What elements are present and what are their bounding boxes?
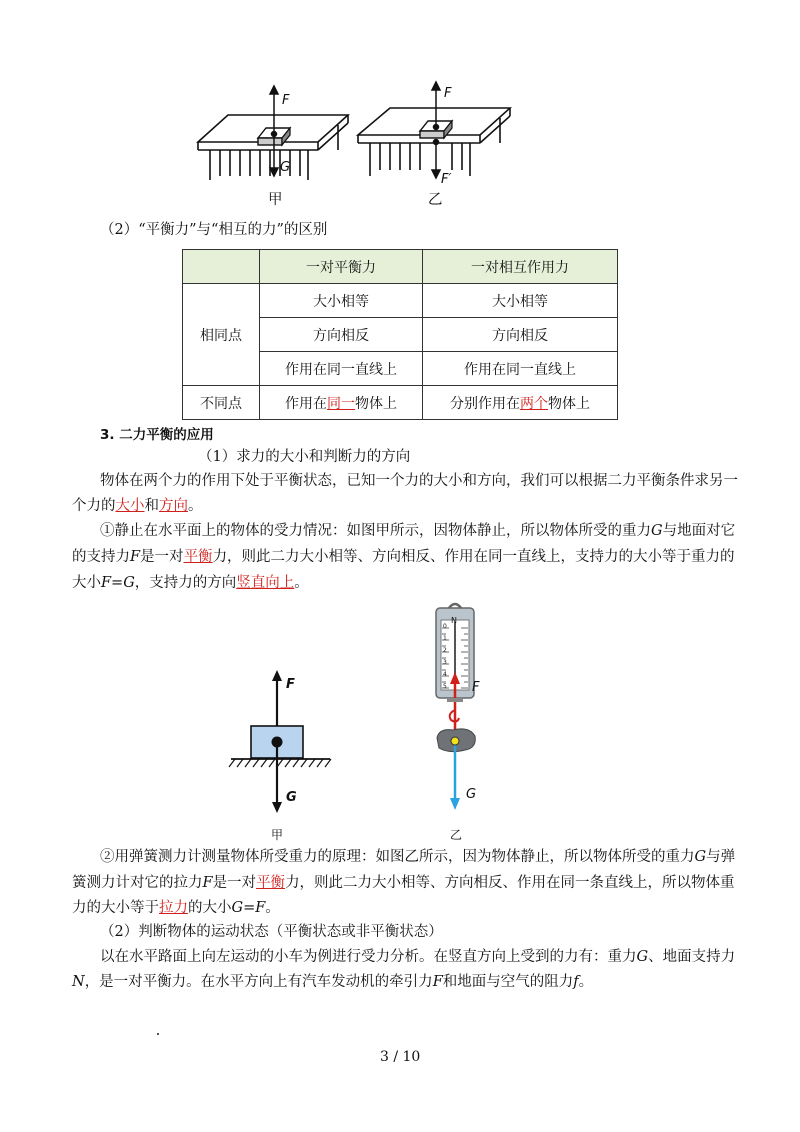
mid-label-G: G [286, 790, 297, 805]
top-label-G-jia: G [280, 160, 291, 175]
answer-highlight: 大小 [115, 498, 145, 514]
table-header-interaction: 一对相互作用力 [423, 250, 618, 284]
top-label-F-yi: F [444, 86, 452, 101]
section3-sub1: （1）求力的大小和判断力的方向 [198, 449, 411, 465]
p1-line2: 个力的大小和方向。 [72, 498, 203, 514]
p3-line2: 簧测力计对它的拉力F是一对平衡力，则此二力大小相等、方向相反、作用在同一条直线上，所以物体重 [72, 875, 735, 891]
mid-caption-yi: 乙 [450, 828, 463, 842]
table-diff-balanced: 作用在同一物体上 [260, 386, 423, 420]
table-cell: 大小相等 [423, 284, 618, 318]
table-cell: 大小相等 [260, 284, 423, 318]
ground-hatching [229, 759, 331, 767]
force-G-arrowhead-blue [450, 798, 460, 810]
table-row [183, 284, 618, 318]
p2-line3: 大小F=G，支持力的方向竖直向上。 [72, 575, 309, 591]
table-header-empty [183, 250, 260, 284]
scale-tick-4: 4 [443, 671, 447, 678]
table-cell: 作用在同一直线上 [423, 352, 618, 386]
table-header-balanced: 一对平衡力 [260, 250, 423, 284]
section2-heading: （2）“平衡力”与“相互的力”的区别 [100, 222, 328, 238]
force-F-arrowhead [272, 670, 282, 681]
motion-heading: （2）判断物体的运动状态（平衡状态或非平衡状态） [100, 924, 443, 940]
rock-center [451, 737, 459, 745]
scale-tick-5: 5 [443, 683, 447, 690]
p3-line3: 力的大小等于拉力的大小G=F。 [72, 900, 280, 916]
scale-tick-0: 0 [443, 623, 447, 630]
center-of-mass [272, 737, 283, 748]
p3-line1: ②用弹簧测力计测量物体所受重力的原理：如图乙所示，因为物体静止，所以物体所受的重力G与弹 [100, 849, 736, 865]
p2-line1: ①静止在水平面上的物体的受力情况：如图甲所示，因物体静止，所以物体所受的重力G与地面对它 [100, 523, 736, 539]
p2-line2: 的支持力F是一对平衡力，则此二力大小相等、方向相反、作用在同一直线上，支持力的大小等于重力的 [72, 549, 735, 565]
motion-line1: 以在水平路面上向左运动的小车为例进行受力分析。在竖直方向上受到的力有：重力G、地面支持力 [100, 949, 736, 965]
answer-highlight: 拉力 [159, 900, 188, 916]
section3-heading: 3. 二力平衡的应用 [100, 427, 214, 443]
scale-bottom-cap [447, 698, 463, 702]
block-figure [225, 668, 340, 818]
table-diff-label: 不同点 [183, 386, 260, 420]
top-figure [190, 80, 520, 210]
scale-tick-3: 3 [443, 659, 447, 666]
top-caption-jia: 甲 [268, 192, 283, 208]
answer-highlight: 同一 [327, 395, 355, 412]
answer-highlight: 平衡 [183, 549, 213, 565]
page-number: 3 / 10 [380, 1049, 421, 1065]
mid-caption-jia: 甲 [271, 828, 284, 842]
table-same-label: 相同点 [183, 284, 260, 386]
answer-highlight: 竖直向上 [236, 575, 295, 591]
table-cell: 方向相反 [260, 318, 423, 352]
mid-label-F: F [286, 677, 295, 692]
table-diff-interaction: 分别作用在两个物体上 [423, 386, 618, 420]
spring-scale-figure [425, 600, 495, 815]
top-label-Fprime-yi: F′ [441, 172, 452, 187]
table-cell: 方向相反 [423, 318, 618, 352]
scale-tick-2: 2 [443, 647, 447, 654]
motion-line2: N，是一对平衡力。在水平方向上有汽车发动机的牵引力F和地面与空气的阻力f。 [72, 974, 594, 990]
scale-tick-1: 1 [443, 635, 447, 642]
comparison-table [182, 249, 618, 420]
footer-dot [157, 1033, 159, 1035]
table-row [183, 386, 618, 420]
table-cell: 作用在同一直线上 [260, 352, 423, 386]
top-caption-yi: 乙 [428, 192, 443, 208]
spring-label-G: G [466, 787, 477, 802]
table-header-row [183, 250, 618, 284]
scale-label-N: N [451, 616, 457, 625]
spring-label-F: F [472, 680, 480, 695]
p1-line1: 物体在两个力的作用下处于平衡状态，已知一个力的大小和方向，我们可以根据二力平衡条件求另一 [100, 473, 738, 489]
answer-highlight: 方向 [159, 498, 188, 514]
top-label-F-jia: F [282, 93, 290, 108]
force-G-arrowhead [272, 802, 282, 813]
answer-highlight: 两个 [520, 395, 548, 412]
answer-highlight: 平衡 [256, 875, 286, 891]
